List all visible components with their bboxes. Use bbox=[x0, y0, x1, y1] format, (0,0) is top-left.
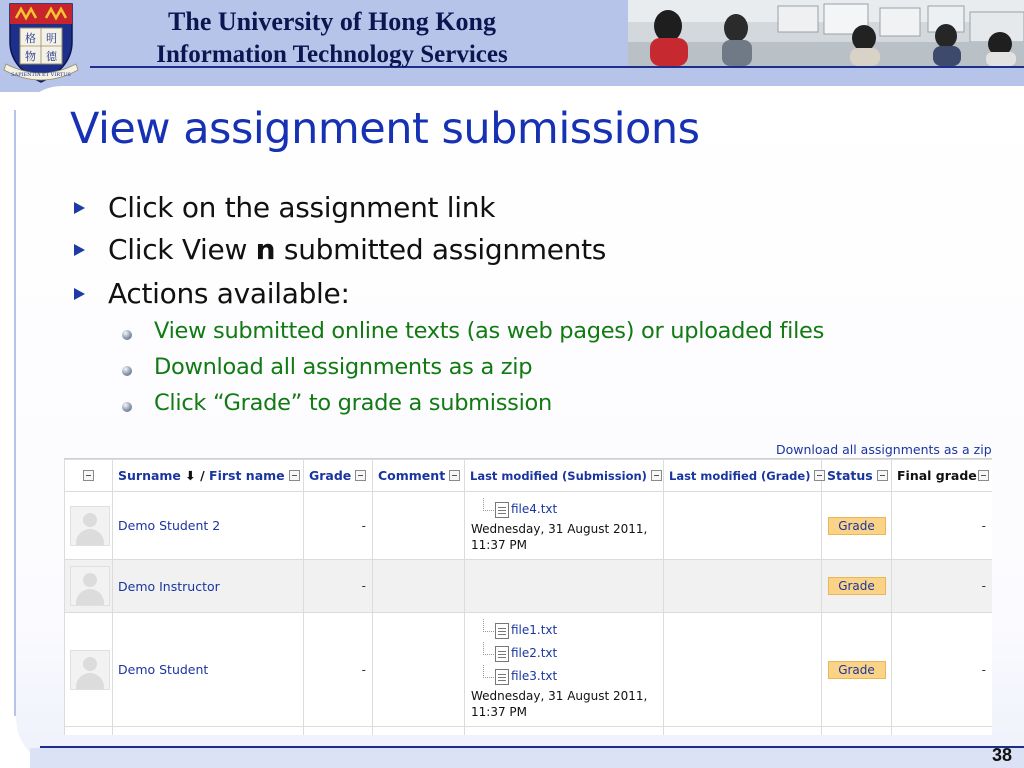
submissions-table-screenshot bbox=[64, 458, 992, 735]
status-cell bbox=[822, 613, 892, 727]
last-modified-submission-header bbox=[465, 460, 664, 492]
status-cell bbox=[822, 492, 892, 560]
text-file-icon bbox=[495, 502, 509, 518]
comment-cell bbox=[373, 560, 465, 613]
table-row bbox=[65, 492, 993, 560]
grade-value: - bbox=[304, 560, 373, 613]
file-name: file2.txt bbox=[511, 646, 558, 660]
grade-modified-cell bbox=[664, 613, 822, 727]
student-name-link[interactable]: Demo Instructor bbox=[113, 560, 304, 613]
time-line: 11:37 PM bbox=[471, 538, 527, 552]
final-grade-column-header bbox=[892, 460, 993, 492]
comment-column-header bbox=[373, 460, 465, 492]
date-line: Wednesday, 31 August 2011, bbox=[471, 689, 648, 703]
sort-last-modified-submission-link[interactable]: Last modified (Submission) bbox=[470, 468, 647, 483]
page-number: 38 bbox=[991, 745, 1012, 765]
sort-arrow-icon: ⬇ bbox=[185, 468, 196, 483]
picture-column-header bbox=[65, 460, 113, 492]
grade-button[interactable]: Grade bbox=[828, 661, 886, 679]
submission-cell bbox=[465, 613, 664, 727]
submission-date bbox=[471, 521, 663, 553]
student-name-link[interactable]: Demo Student bbox=[113, 613, 304, 727]
round-bullet-icon bbox=[122, 330, 132, 340]
user-picture-cell bbox=[65, 492, 113, 560]
table-header-row bbox=[65, 460, 993, 492]
collapse-column-icon[interactable] bbox=[449, 470, 460, 481]
sub-bullet-text: Download all assignments as a zip bbox=[154, 354, 533, 380]
table-row bbox=[65, 727, 993, 736]
table-row bbox=[65, 560, 993, 613]
student-name-link[interactable]: Demo Student 2 bbox=[113, 492, 304, 560]
name-column-header bbox=[113, 460, 304, 492]
computer-lab-photo bbox=[628, 0, 1024, 66]
header-title-department: Information Technology Services bbox=[156, 41, 508, 68]
bullet-text bbox=[108, 233, 606, 266]
bullet-text: Actions available: bbox=[108, 277, 350, 310]
sort-comment-link[interactable]: Comment bbox=[378, 468, 446, 483]
file-link[interactable] bbox=[471, 498, 663, 521]
hku-crest-logo bbox=[2, 0, 80, 86]
collapse-column-icon[interactable] bbox=[877, 470, 888, 481]
svg-text:物: 物 bbox=[25, 50, 36, 63]
collapse-column-icon[interactable] bbox=[651, 470, 662, 481]
table-row bbox=[65, 613, 993, 727]
final-grade-value: - bbox=[892, 613, 993, 727]
grade-button[interactable]: Grade bbox=[828, 577, 886, 595]
submissions-table bbox=[64, 459, 992, 735]
avatar[interactable] bbox=[70, 506, 110, 546]
sort-last-modified-grade-link[interactable]: Last modified (Grade) bbox=[669, 468, 811, 483]
sort-grade-link[interactable]: Grade bbox=[309, 468, 352, 483]
avatar[interactable] bbox=[70, 566, 110, 606]
slide-title: View assignment submissions bbox=[70, 104, 700, 154]
last-modified-grade-header bbox=[664, 460, 822, 492]
avatar[interactable] bbox=[70, 650, 110, 690]
collapse-column-icon[interactable] bbox=[814, 470, 825, 481]
collapse-column-icon[interactable] bbox=[355, 470, 366, 481]
footer-band bbox=[30, 748, 1024, 768]
grade-column-header bbox=[304, 460, 373, 492]
svg-text:SAPIENTIA ET VIRTUS: SAPIENTIA ET VIRTUS bbox=[11, 72, 71, 78]
submission-cell bbox=[465, 560, 664, 613]
file-name: file1.txt bbox=[511, 623, 558, 637]
file-name: file3.txt bbox=[511, 669, 558, 683]
text-file-icon bbox=[495, 646, 509, 662]
bullet-text: Click on the assignment link bbox=[108, 191, 496, 224]
text-file-icon bbox=[495, 669, 509, 685]
collapse-column-icon[interactable] bbox=[83, 470, 94, 481]
submission-date bbox=[471, 688, 663, 720]
sub-bullet-text: View submitted online texts (as web pages) or uploaded files bbox=[154, 318, 824, 344]
sort-surname-link[interactable]: Surname bbox=[118, 468, 181, 483]
text-file-icon bbox=[495, 623, 509, 639]
user-picture-cell bbox=[65, 613, 113, 727]
triangle-bullet-icon bbox=[74, 288, 85, 300]
left-divider bbox=[14, 110, 16, 716]
time-line: 11:37 PM bbox=[471, 705, 527, 719]
final-grade-label: Final grade bbox=[897, 468, 977, 483]
grade-value: - bbox=[304, 613, 373, 727]
svg-text:明: 明 bbox=[46, 32, 57, 45]
triangle-bullet-icon bbox=[74, 244, 85, 256]
sort-firstname-link[interactable]: First name bbox=[209, 468, 285, 483]
comment-cell bbox=[373, 613, 465, 727]
file-name: file4.txt bbox=[511, 502, 558, 516]
grade-button[interactable]: Grade bbox=[828, 517, 886, 535]
triangle-bullet-icon bbox=[74, 202, 85, 214]
file-link[interactable] bbox=[471, 665, 663, 688]
bullet-text-bold: n bbox=[255, 233, 276, 266]
status-column-header bbox=[822, 460, 892, 492]
sort-status-link[interactable]: Status bbox=[827, 468, 873, 483]
grade-value: - bbox=[304, 492, 373, 560]
download-all-zip-link[interactable]: Download all assignments as a zip bbox=[776, 442, 992, 457]
user-picture-cell bbox=[65, 560, 113, 613]
date-line: Wednesday, 31 August 2011, bbox=[471, 522, 648, 536]
svg-text:格: 格 bbox=[25, 32, 36, 45]
status-cell bbox=[822, 560, 892, 613]
grade-modified-cell bbox=[664, 560, 822, 613]
grade-modified-cell bbox=[664, 492, 822, 560]
submission-cell bbox=[465, 492, 664, 560]
svg-text:德: 德 bbox=[46, 50, 57, 63]
collapse-column-icon[interactable] bbox=[289, 470, 300, 481]
bullet-text-part: submitted assignments bbox=[275, 233, 607, 266]
sub-bullet-text: Click “Grade” to grade a submission bbox=[154, 390, 552, 416]
final-grade-value: - bbox=[892, 492, 993, 560]
file-link[interactable] bbox=[471, 642, 663, 665]
collapse-column-icon[interactable] bbox=[978, 470, 989, 481]
bullet-text-part: Click View bbox=[108, 233, 256, 266]
round-bullet-icon bbox=[122, 402, 132, 412]
header-separator: / bbox=[200, 468, 205, 483]
round-bullet-icon bbox=[122, 366, 132, 376]
file-link[interactable] bbox=[471, 619, 663, 642]
footer-divider bbox=[40, 746, 1024, 748]
final-grade-value: - bbox=[892, 560, 993, 613]
comment-cell bbox=[373, 492, 465, 560]
header-title-university: The University of Hong Kong bbox=[168, 7, 496, 36]
